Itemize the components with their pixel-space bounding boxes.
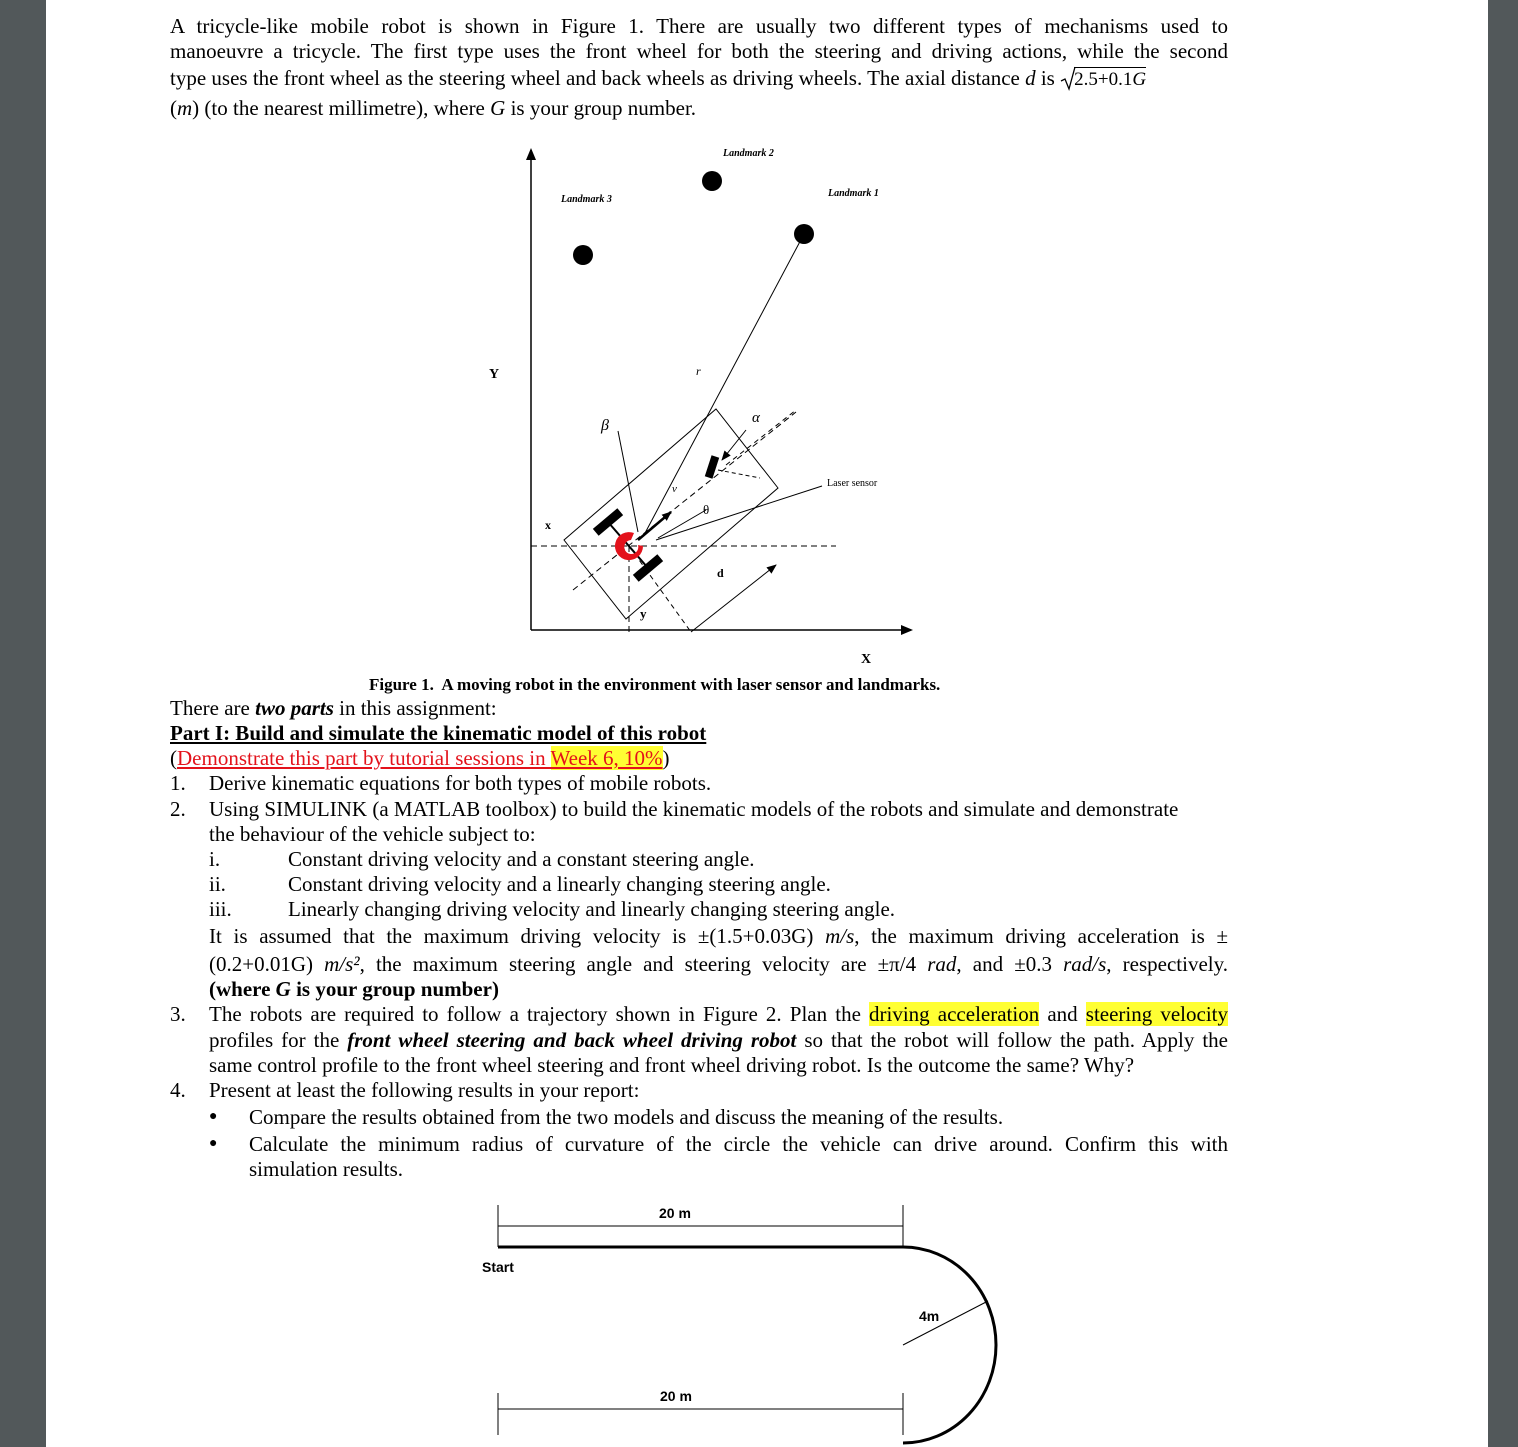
subitem-ii-number: ii. bbox=[209, 872, 226, 896]
figure-2-track-diagram bbox=[46, 1195, 1488, 1447]
assumption-line-2 bbox=[209, 951, 1228, 977]
start-label: Start bbox=[482, 1259, 514, 1275]
intro-line-4: (m) (to the nearest millimetre), where G is your group number. bbox=[170, 96, 697, 120]
d-dimension-arrow bbox=[691, 565, 776, 632]
assumption-2-unit-rad: rad bbox=[927, 952, 957, 976]
item-3-line-2-a: profiles for the bbox=[209, 1028, 348, 1052]
d-symbol: d bbox=[1025, 66, 1036, 90]
landmark-2-dot bbox=[702, 171, 722, 191]
assumption-2-unit: m/s² bbox=[324, 952, 360, 976]
intro-line-4-end: is your group number. bbox=[505, 96, 697, 120]
item-3-number: 3. bbox=[170, 1002, 186, 1026]
bullet-2-icon: ● bbox=[209, 1136, 218, 1151]
parts-intro-c: in this assignment: bbox=[333, 696, 497, 720]
intro-line-1: A tricycle-like mobile robot is shown in Figure 1. There are usually two different types of mechanisms used to bbox=[170, 14, 1228, 38]
x-axis-label: X bbox=[861, 652, 872, 667]
group-g: G bbox=[490, 96, 506, 120]
assumption-3-g: G bbox=[275, 977, 291, 1001]
v-label: v bbox=[672, 483, 677, 495]
item-3-and: and bbox=[1039, 1002, 1086, 1026]
d-label: d bbox=[717, 566, 724, 580]
highlight-driving-acceleration: driving acceleration bbox=[869, 1002, 1040, 1026]
intro-line-3-text: type uses the front wheel as the steering wheel and back wheels as driving wheels. The axial distance bbox=[170, 66, 1026, 90]
track-curve bbox=[903, 1247, 996, 1443]
figure-1-caption-text: A moving robot in the environment with laser sensor and landmarks. bbox=[441, 675, 941, 694]
item-2-number: 2. bbox=[170, 797, 186, 821]
item-3-line-1-text: The robots are required to follow a trajectory shown in Figure 2. Plan the bbox=[209, 1002, 870, 1026]
intro-line-4-text: ) (to the nearest millimetre), where bbox=[192, 96, 491, 120]
bullet-2-line-1: Calculate the minimum radius of curvature of the circle the vehicle can drive around. Confirm this with bbox=[249, 1132, 1228, 1156]
item-3-line-2-b: so that the robot will follow the path. Apply the bbox=[796, 1028, 1228, 1052]
alpha-label: α bbox=[752, 410, 760, 426]
demo-week-highlight: Week 6, 10% bbox=[550, 746, 663, 770]
demo-open-paren: ( bbox=[170, 746, 177, 770]
item-3-line-1 bbox=[209, 1001, 1228, 1027]
assumption-2-d: , respectively. bbox=[1106, 952, 1228, 976]
radius-line bbox=[903, 1301, 988, 1345]
alpha-dashed-line bbox=[726, 410, 796, 465]
robot-body-outline bbox=[564, 409, 778, 619]
assumption-line-1 bbox=[209, 923, 1228, 949]
assumption-1-b: , the maximum driving acceleration is ± bbox=[854, 924, 1228, 948]
demo-red-text: Demonstrate this part by tutorial sessions in bbox=[177, 746, 551, 770]
demo-close-paren: ) bbox=[662, 746, 670, 770]
front-axis-dashed-line bbox=[718, 470, 760, 478]
subitem-i-text: Constant driving velocity and a constant steering angle. bbox=[288, 847, 755, 871]
assumption-3-b: is your group number) bbox=[290, 977, 499, 1001]
item-3-robot-emphasis: front wheel steering and back wheel driving robot bbox=[347, 1028, 797, 1052]
laser-sensor-label: Laser sensor bbox=[827, 478, 878, 489]
parts-intro-emphasis: two parts bbox=[255, 696, 334, 720]
r-label: r bbox=[696, 364, 701, 378]
figure-1-caption-label: Figure 1. bbox=[369, 675, 434, 694]
rear-axle bbox=[608, 522, 648, 568]
assumption-2-unit-rads: rad/s bbox=[1063, 952, 1107, 976]
subitem-ii-text: Constant driving velocity and a linearly changing steering angle. bbox=[288, 872, 831, 896]
part-1-title: Part I: Build and simulate the kinematic model of this robot bbox=[170, 721, 707, 745]
landmark-1-label: Landmark 1 bbox=[828, 188, 879, 199]
landmark-2-label: Landmark 2 bbox=[723, 148, 774, 159]
assumption-1-unit: m/s bbox=[825, 924, 855, 948]
bottom-length-label: 20 m bbox=[660, 1388, 692, 1404]
bullet-1-icon: ● bbox=[209, 1109, 218, 1124]
subitem-iii-text: Linearly changing driving velocity and linearly changing steering angle. bbox=[288, 897, 896, 921]
subitem-i-number: i. bbox=[209, 847, 221, 871]
unit-m: m bbox=[177, 96, 193, 120]
item-4-number: 4. bbox=[170, 1078, 186, 1102]
assumption-3-a: (where bbox=[209, 977, 276, 1001]
theta-line bbox=[658, 510, 706, 538]
y-axis-label: Y bbox=[489, 367, 500, 382]
theta-label: θ bbox=[703, 502, 710, 517]
item-4-text: Present at least the following results in your report: bbox=[209, 1078, 640, 1102]
range-line-to-landmark bbox=[644, 234, 804, 535]
assumption-2-a: (0.2+0.01G) bbox=[209, 952, 325, 976]
landmark-3-label: Landmark 3 bbox=[561, 194, 612, 205]
sqrt-number: 2.5+0.1 bbox=[1074, 69, 1133, 90]
item-2-text-line-2: the behaviour of the vehicle subject to: bbox=[209, 822, 536, 846]
x-small-label: x bbox=[545, 518, 551, 532]
subitem-iii-number: iii. bbox=[209, 897, 232, 921]
item-1-number: 1. bbox=[170, 771, 186, 795]
landmark-3-dot bbox=[573, 245, 593, 265]
parts-intro bbox=[170, 695, 497, 721]
sqrt-g: G bbox=[1132, 69, 1147, 90]
bullet-1-text: Compare the results obtained from the two models and discuss the meaning of the results. bbox=[249, 1105, 1004, 1129]
alpha-arrow bbox=[722, 430, 746, 460]
assumption-2-b: , the maximum steering angle and steering velocity are ±π/4 bbox=[359, 952, 928, 976]
assumption-2-c: , and ±0.3 bbox=[956, 952, 1064, 976]
document-page bbox=[46, 0, 1488, 1447]
y-small-label: y bbox=[640, 606, 647, 621]
intro-line-2: manoeuvre a tricycle. The first type uses the front wheel for both the steering and driving actions, while the second bbox=[170, 39, 1228, 63]
radius-label: 4m bbox=[919, 1308, 940, 1324]
bullet-2-line-2: simulation results. bbox=[249, 1157, 403, 1181]
intro-line-3-is: is bbox=[1035, 66, 1061, 90]
figure-1-diagram bbox=[46, 0, 1488, 680]
top-length-label: 20 m bbox=[659, 1205, 691, 1221]
item-2-text-line-1: Using SIMULINK (a MATLAB toolbox) to build the kinematic models of the robots and simulate and demonstrate bbox=[209, 797, 1179, 821]
highlight-steering-velocity: steering velocity bbox=[1085, 1002, 1228, 1026]
assumption-1-a: It is assumed that the maximum driving velocity is ±(1.5+0.03G) bbox=[209, 924, 826, 948]
parts-intro-a: There are bbox=[170, 696, 256, 720]
item-1-text: Derive kinematic equations for both types of mobile robots. bbox=[209, 771, 712, 795]
item-3-line-2 bbox=[209, 1027, 1228, 1053]
item-3-line-3: same control profile to the front wheel steering and front wheel driving robot. Is the outcome the same? Why? bbox=[209, 1053, 1135, 1077]
demo-note bbox=[170, 745, 670, 771]
beta-label: β bbox=[601, 417, 609, 434]
laser-sensor-line bbox=[656, 486, 822, 540]
assumption-line-3 bbox=[209, 976, 499, 1002]
